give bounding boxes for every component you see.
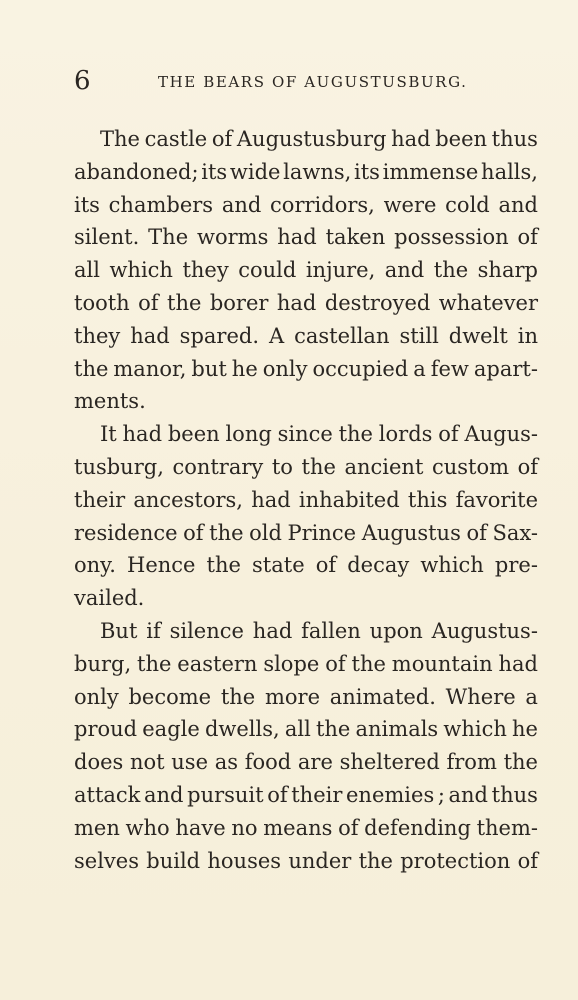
word: animated.	[329, 684, 436, 709]
word: inhabited	[298, 487, 400, 512]
word: which	[109, 258, 173, 283]
word: contrary	[172, 454, 264, 479]
word: Augustus-	[431, 618, 538, 643]
word: taken	[325, 225, 386, 250]
word: the	[315, 717, 351, 742]
word: only	[74, 684, 119, 709]
word: Sax-	[492, 520, 538, 545]
word: defending	[364, 815, 471, 840]
word: who	[125, 815, 170, 840]
word: a	[525, 684, 538, 709]
word: halls,	[481, 159, 538, 184]
word: had	[130, 323, 170, 348]
word: Where	[445, 684, 516, 709]
word: had	[252, 618, 293, 643]
page-header	[74, 66, 540, 96]
word: they	[182, 258, 229, 283]
text-line	[74, 418, 538, 451]
word: of	[325, 651, 346, 676]
word: decay	[347, 553, 410, 578]
word: the	[137, 651, 172, 676]
word: The	[148, 225, 189, 250]
word: the	[209, 520, 244, 545]
word: he	[512, 717, 538, 742]
word: ancient	[344, 454, 424, 479]
word: had	[498, 651, 538, 676]
word: abandoned;	[74, 159, 199, 184]
word: thus	[491, 127, 538, 151]
word: to	[271, 454, 293, 479]
word: have	[175, 815, 226, 840]
word: lords	[378, 422, 433, 447]
text-line	[74, 484, 538, 517]
word: from	[446, 750, 497, 775]
word: their	[291, 782, 343, 807]
word: lawns,	[283, 159, 352, 184]
text-line	[74, 582, 538, 615]
text-line	[74, 320, 538, 353]
word: chambers	[108, 192, 214, 217]
word: immense	[382, 159, 479, 184]
word: the	[220, 684, 256, 709]
text-line	[74, 615, 538, 648]
word: which	[420, 553, 484, 578]
word: possession	[394, 225, 509, 250]
word: long	[225, 422, 272, 447]
text-line	[74, 221, 538, 254]
word: tooth	[74, 290, 130, 315]
word: burg,	[74, 651, 132, 676]
word: of	[211, 127, 233, 151]
word: the	[167, 290, 202, 315]
word: animals	[355, 717, 439, 742]
word: food	[244, 750, 292, 775]
word: few	[430, 356, 469, 381]
word: the	[503, 750, 538, 775]
word: eagle	[142, 717, 200, 742]
word: under	[288, 848, 352, 873]
text-line	[74, 549, 538, 582]
word: fallen	[301, 618, 361, 643]
paragraph	[74, 615, 538, 877]
word: not	[129, 750, 165, 775]
word: Augus-	[464, 422, 538, 447]
word: selves	[74, 848, 139, 873]
word: build	[146, 848, 201, 873]
word: silence	[169, 618, 244, 643]
word: ments.	[74, 389, 146, 414]
page-number: 6	[74, 66, 91, 96]
word: whatever	[438, 290, 538, 315]
word: could	[238, 258, 297, 283]
word: of	[338, 815, 359, 840]
word: the	[301, 454, 336, 479]
text-line	[74, 779, 538, 812]
word: old	[249, 520, 282, 545]
word: of	[138, 290, 159, 315]
word: if	[146, 618, 161, 643]
word: cold	[445, 192, 490, 217]
word: the	[338, 422, 373, 447]
word: of	[517, 848, 538, 873]
word: Hence	[127, 553, 196, 578]
word: state	[252, 553, 305, 578]
text-line	[74, 845, 538, 878]
word: pre-	[494, 553, 538, 578]
text-line	[74, 746, 538, 779]
word: It	[100, 422, 117, 447]
body-text	[74, 123, 538, 877]
word: of	[466, 520, 487, 545]
word: favorite	[455, 487, 538, 512]
word: means	[263, 815, 333, 840]
word: attack	[74, 782, 141, 807]
text-line	[74, 353, 538, 386]
word: ;	[437, 782, 445, 807]
word: enemies	[346, 782, 435, 807]
word: castellan	[294, 323, 390, 348]
word: had	[276, 290, 317, 315]
word: and	[498, 192, 538, 217]
word: residence	[74, 520, 178, 545]
word: Augustusburg	[236, 127, 387, 151]
word: custom	[431, 454, 510, 479]
word: spared.	[179, 323, 259, 348]
word: more	[264, 684, 321, 709]
word: occupied	[312, 356, 409, 381]
word: tusburg,	[74, 454, 164, 479]
word: sharp	[477, 258, 538, 283]
word: ancestors,	[133, 487, 243, 512]
text-line	[74, 287, 538, 320]
text-line	[74, 648, 538, 681]
text-line	[74, 517, 538, 550]
word: upon	[369, 618, 423, 643]
word: corridors,	[270, 192, 375, 217]
word: A	[268, 323, 285, 348]
word: of	[315, 553, 337, 578]
word: houses	[207, 848, 282, 873]
word: all	[284, 717, 311, 742]
word: and	[221, 192, 262, 217]
word: castle	[144, 127, 208, 151]
word: but	[191, 356, 227, 381]
word: the	[358, 848, 393, 873]
word: its	[74, 192, 100, 217]
word: Augustus	[361, 520, 461, 545]
word: them-	[476, 815, 538, 840]
text-line	[74, 812, 538, 845]
word: dwells,	[204, 717, 280, 742]
word: manor,	[113, 356, 187, 381]
word: no	[231, 815, 258, 840]
running-title: THE BEARS OF AUGUSTUSBURG.	[158, 73, 468, 91]
word: were	[383, 192, 437, 217]
word: men	[74, 815, 120, 840]
word: protection	[400, 848, 511, 873]
word: Prince	[287, 520, 357, 545]
word: had	[277, 225, 317, 250]
word: and	[144, 782, 184, 807]
word: had	[391, 127, 431, 151]
word: had	[251, 487, 291, 512]
text-line	[74, 681, 538, 714]
word: their	[74, 487, 126, 512]
word: its	[201, 159, 228, 184]
text-line	[74, 156, 538, 189]
word: But	[100, 618, 138, 643]
word: in	[517, 323, 538, 348]
word: the	[206, 553, 241, 578]
word: proud	[74, 717, 138, 742]
word: The	[100, 127, 140, 151]
text-line	[74, 254, 538, 287]
word: does	[74, 750, 124, 775]
word: destroyed	[324, 290, 431, 315]
text-line	[74, 123, 538, 156]
word: of	[438, 422, 459, 447]
word: the	[74, 356, 109, 381]
word: since	[277, 422, 333, 447]
word: which	[443, 717, 507, 742]
word: ony.	[74, 553, 116, 578]
word: of	[267, 782, 288, 807]
word: this	[407, 487, 448, 512]
text-line	[74, 713, 538, 746]
word: a	[413, 356, 426, 381]
word: as	[214, 750, 238, 775]
word: are	[297, 750, 333, 775]
word: and	[384, 258, 425, 283]
word: the	[351, 651, 386, 676]
word: pursuit	[187, 782, 264, 807]
word: wide	[229, 159, 281, 184]
word: been	[167, 422, 220, 447]
word: borer	[209, 290, 269, 315]
word: slope	[263, 651, 320, 676]
text-line	[74, 451, 538, 484]
word: dwelt	[448, 323, 508, 348]
word: he	[231, 356, 258, 381]
word: of	[517, 225, 538, 250]
paragraph	[74, 418, 538, 615]
word: worms	[197, 225, 269, 250]
word: injure,	[305, 258, 376, 283]
word: still	[399, 323, 439, 348]
paragraph	[74, 123, 538, 418]
word: been	[435, 127, 488, 151]
word: sheltered	[339, 750, 440, 775]
word: its	[354, 159, 380, 184]
word: they	[74, 323, 121, 348]
word: thus	[491, 782, 538, 807]
word: of	[517, 454, 538, 479]
word: had	[122, 422, 163, 447]
word: of	[183, 520, 204, 545]
word: use	[171, 750, 209, 775]
text-line	[74, 385, 538, 418]
word: vailed.	[74, 586, 145, 611]
word: eastern	[177, 651, 258, 676]
word: all	[74, 258, 100, 283]
word: mountain	[391, 651, 493, 676]
word: only	[262, 356, 308, 381]
word: silent.	[74, 225, 140, 250]
word: and	[448, 782, 489, 807]
text-line	[74, 189, 538, 222]
word: become	[128, 684, 212, 709]
word: the	[433, 258, 469, 283]
word: apart-	[473, 356, 538, 381]
